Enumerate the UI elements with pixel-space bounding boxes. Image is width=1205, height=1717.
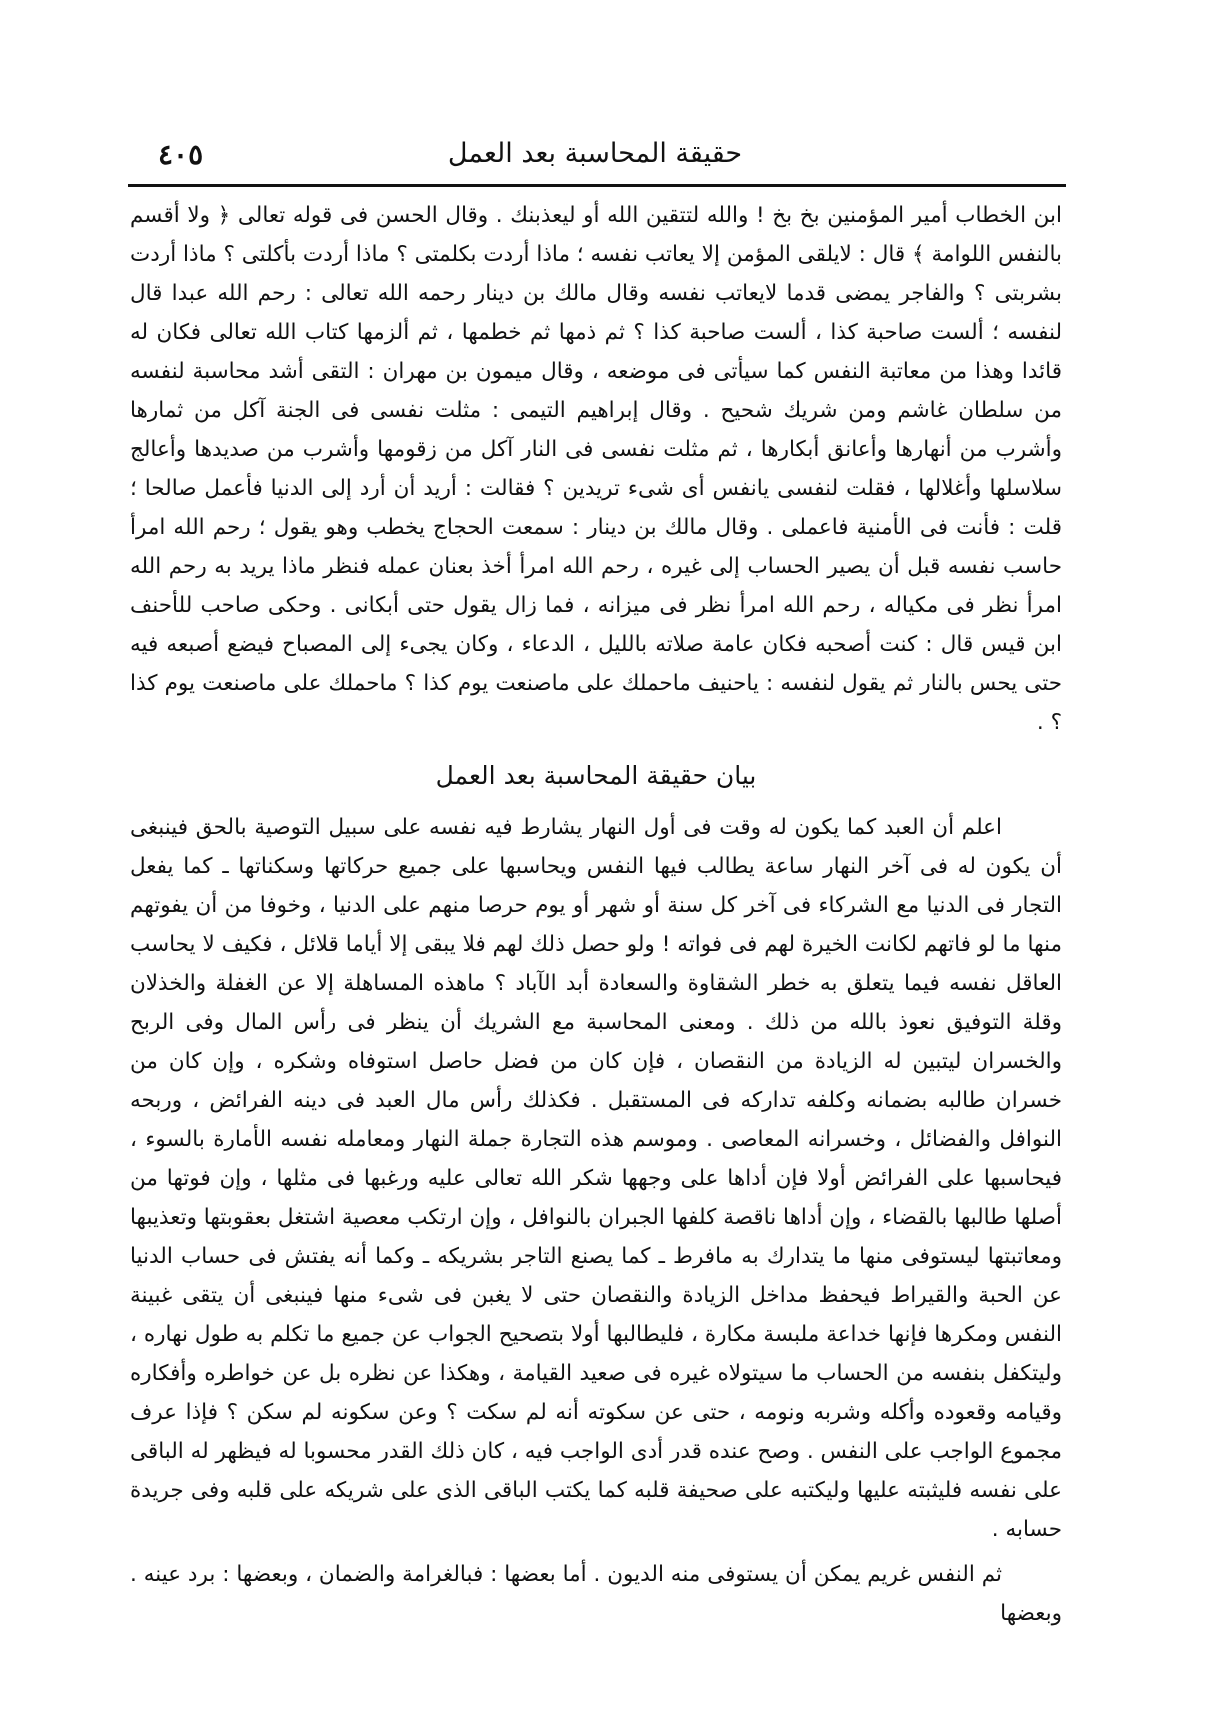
header-divider [128, 184, 1066, 187]
paragraph-1: ابن الخطاب أمير المؤمنين بخ بخ ! والله لتتقين الله أو ليعذبنك . وقال الحسن فى قوله تعالى ﴿ ولا أقسم بالنفس اللوامة ﴾ قال : لايلقى المؤمن إلا يعاتب نفسه ؛ ماذا أردت بكلمتى ؟ ماذا أردت بأكلتى ؟ ماذا أردت بشربتى ؟ والفاجر يمضى قدما لايعاتب نفسه وقال مالك بن دينار رحمه الله تعالى : رحم الله عبدا قال لنفسه ؛ ألست صاحبة كذا ، ألست صاحبة كذا ؟ ثم ذمها ثم خطمها ، ثم ألزمها كتاب الله تعالى فكان له قائدا وهذا من معاتبة النفس كما سيأتى فى موضعه ، وقال ميمون بن مهران : التقى أشد محاسبة لنفسه من سلطان غاشم ومن شريك شحيح . وقال إبراهيم التيمى : مثلت نفسى فى الجنة آكل من ثمارها وأشرب من أنهارها وأعانق أبكارها ، ثم مثلت نفسى فى النار آكل من زقومها وأشرب من صديدها وأعالج سلاسلها وأغلالها ، فقلت لنفسى يانفس أى شىء تريدين ؟ فقالت : أريد أن أرد إلى الدنيا فأعمل صالحا ؛ قلت : فأنت فى الأمنية فاعملى . وقال مالك بن دينار : سمعت الحجاج يخطب وهو يقول ؛ رحم الله امرأ حاسب نفسه قبل أن يصير الحساب إلى غيره ، رحم الله امرأ أخذ بعنان عمله فنظر ماذا يريد به رحم الله امرأ نظر فى مكياله ، رحم الله امرأ نظر فى ميزانه ، فما زال يقول حتى أبكانى . وحكى صاحب للأحنف ابن قيس قال : كنت أصحبه فكان عامة صلاته بالليل ، الدعاء ، وكان يجىء إلى المصباح فيضع أصبعه فيه حتى يحس بالنار ثم يقول لنفسه : ياحنيف ماحملك على ماصنعت يوم كذا ؟ ماحملك على ماصنعت يوم كذا ؟ . [130, 203, 1062, 735]
body-text [130, 196, 1062, 1633]
section-heading: بيان حقيقة المحاسبة بعد العمل [435, 761, 757, 790]
page-header [130, 136, 1060, 176]
paragraph-2: اعلم أن العبد كما يكون له وقت فى أول النهار يشارط فيه نفسه على سبيل التوصية بالحق فينبغى أن يكون له فى آخر النهار ساعة يطالب فيها النفس ويحاسبها على جميع حركاتها وسكناتها ـ كما يفعل التجار فى الدنيا مع الشركاء فى آخر كل سنة أو شهر أو يوم حرصا منهم على الدنيا ، وخوفا من أن يفوتهم منها ما لو فاتهم لكانت الخيرة لهم فى فواته ! ولو حصل ذلك لهم فلا يبقى إلا أياما قلائل ، فكيف لا يحاسب العاقل نفسه فيما يتعلق به خطر الشقاوة والسعادة أبد الآباد ؟ ماهذه المساهلة إلا عن الغفلة والخذلان وقلة التوفيق نعوذ بالله من ذلك . ومعنى المحاسبة مع الشريك أن ينظر فى رأس المال وفى الربح والخسران ليتبين له الزيادة من النقصان ، فإن كان من فضل حاصل استوفاه وشكره ، وإن كان من خسران طالبه بضمانه وكلفه تداركه فى المستقبل . فكذلك رأس مال العبد فى دينه الفرائض ، وربحه النوافل والفضائل ، وخسرانه المعاصى . وموسم هذه التجارة جملة النهار ومعامله نفسه الأمارة بالسوء ، فيحاسبها على الفرائض أولا فإن أداها على وجهها شكر الله تعالى عليه ورغبها فى مثلها ، وإن فوتها من أصلها طالبها بالقضاء ، وإن أداها ناقصة كلفها الجبران بالنوافل ، وإن ارتكب معصية اشتغل بعقوبتها وتعذيبها ومعاتبتها ليستوفى منها ما يتدارك به مافرط ـ كما يصنع التاجر بشريكه ـ وكما أنه يفتش فى حساب الدنيا عن الحبة والقيراط فيحفظ مداخل الزيادة والنقصان حتى لا يغبن فى شىء منها فينبغى أن يتقى غبينة النفس ومكرها فإنها خداعة ملبسة مكارة ، فليطالبها أولا بتصحيح الجواب عن جميع ما تكلم به طول نهاره ، وليتكفل بنفسه من الحساب ما سيتولاه غيره فى صعيد القيامة ، وهكذا عن نظره بل عن خواطره وأفكاره وقيامه وقعوده وأكله وشربه ونومه ، حتى عن سكوته أنه لم سكت ؟ وعن سكونه لم سكن ؟ فإذا عرف مجموع الواجب على النفس . وصح عنده قدر أدى الواجب فيه ، كان ذلك القدر محسوبا له فيظهر له الباقى على نفسه فليثبته عليها وليكتبه على صحيفة قلبه كما يكتب الباقى الذى على شريكه على قلبه وفى جريدة حسابه . [130, 815, 1062, 1542]
running-title: حقيقة المحاسبة بعد العمل [447, 138, 743, 169]
page-number: ٤٠٥ [158, 138, 204, 171]
paragraph-3: ثم النفس غريم يمكن أن يستوفى منه الديون . أما بعضها : فبالغرامة والضمان ، وبعضها : برد عينه . وبعضها [130, 1562, 1062, 1626]
